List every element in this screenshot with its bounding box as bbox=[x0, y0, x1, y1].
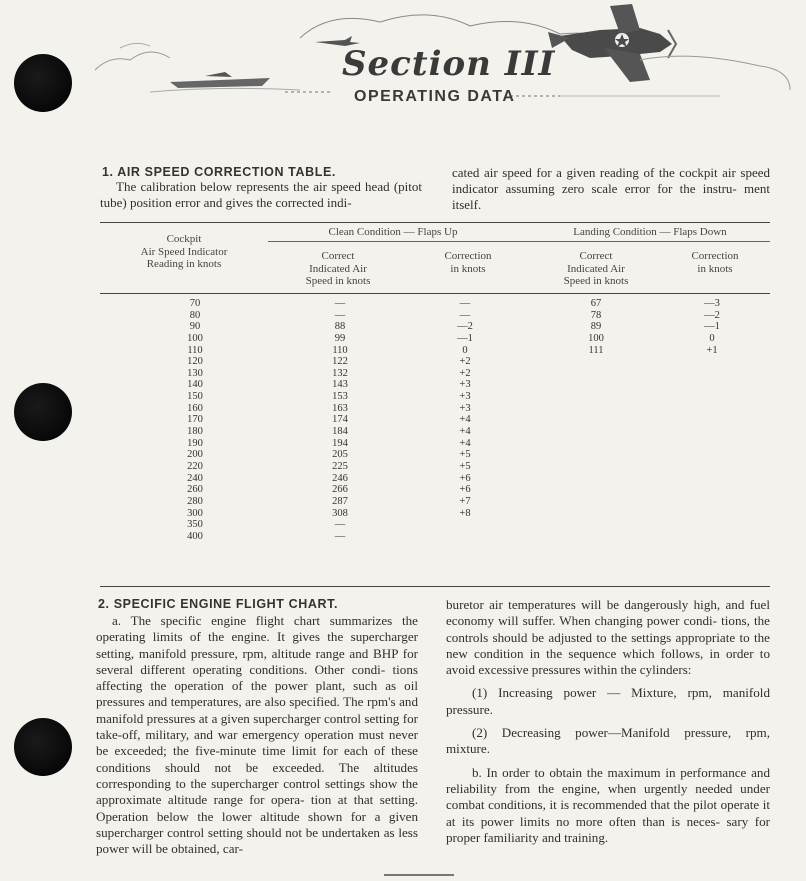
cockpit-reading-cell: 140 bbox=[187, 379, 203, 391]
clean-correct-cell: 246 bbox=[332, 472, 348, 484]
clean-correction-cell: +4 bbox=[459, 426, 471, 438]
landing-correction-cell: —1 bbox=[704, 321, 720, 333]
landing-correct-cell: 89 bbox=[590, 321, 602, 333]
cockpit-reading-cell: 80 bbox=[189, 309, 201, 321]
cockpit-reading-cell: 150 bbox=[187, 391, 203, 403]
cockpit-reading-cell: 120 bbox=[187, 356, 203, 368]
clean-correction-cell: +4 bbox=[459, 414, 471, 426]
clean-correction-cell: +3 bbox=[459, 379, 471, 391]
header-landing-correct: Correct Indicated Air Speed in knots bbox=[563, 250, 629, 287]
section2-right-column bbox=[446, 597, 770, 846]
section2-heading: 2. SPECIFIC ENGINE FLIGHT CHART. bbox=[98, 597, 339, 611]
landing-correction-cell: 0 bbox=[709, 332, 715, 344]
section2-para-a: a. The specific engine flight chart summarizes the operating limits of the engine. It gives the supercharger setting, manifold pressure, rpm, altitude range and BHP for several different operating conditions. Other condi- tions affecting the operation of the power plant, such as oil pressures and temperatures, are also specified. The rpm's and manifold pressures at a given supercharger control setting for take-off, military, and war emergency operation must never be exceeded; the five-minute time limit for each of these conditions should not be exceeded. The altitudes corresponding to the supercharger control settings show the approximate altitude range for opera- tion at that setting. Operation below the lower altitude shown for a given supercharger control setting should not be undertaken as less power will be obtained, car- bbox=[96, 613, 418, 857]
clean-correct-cell: — bbox=[334, 309, 346, 321]
group-clean-header: Clean Condition — Flaps Up bbox=[328, 226, 458, 238]
clean-correction-cell: +2 bbox=[459, 356, 471, 368]
cockpit-reading-cell: 350 bbox=[187, 519, 203, 531]
clean-correct-cell: 132 bbox=[332, 367, 348, 379]
cockpit-reading-cell: 240 bbox=[187, 472, 203, 484]
cockpit-reading-cell: 70 bbox=[189, 298, 201, 309]
clean-correction-cell: —2 bbox=[457, 321, 473, 333]
clean-correct-cell: 308 bbox=[332, 507, 348, 519]
clean-correct-cell: 88 bbox=[334, 321, 346, 333]
section2-para-continuation: buretor air temperatures will be dangerously high, and fuel economy will suffer. When changing power condi- tions, the controls should be adjusted to the settings appropriate to the new condition in the sequence which follows, in order to avoid excessive pressures within the cylinders: bbox=[446, 597, 770, 678]
landing-correct-cell: 67 bbox=[590, 298, 602, 309]
clean-correct-cell: 110 bbox=[332, 344, 348, 356]
header-cockpit: Cockpit Air Speed Indicator Reading in knots bbox=[140, 233, 228, 270]
clean-correction-cell: +3 bbox=[459, 391, 471, 403]
clean-correct-cell: 174 bbox=[332, 414, 348, 426]
cockpit-reading-cell: 160 bbox=[187, 402, 203, 414]
clean-correct-cell: 225 bbox=[332, 460, 348, 472]
landing-correction-cell: —2 bbox=[704, 309, 720, 321]
airspeed-correction-table bbox=[100, 222, 770, 588]
clean-correction-cell: +2 bbox=[459, 367, 471, 379]
cockpit-reading-cell: 190 bbox=[187, 437, 203, 449]
binder-hole-middle bbox=[14, 383, 72, 441]
cockpit-reading-cell: 280 bbox=[187, 495, 203, 507]
clean-correction-cell: +4 bbox=[459, 437, 471, 449]
section2-para-b: b. In order to obtain the maximum in performance and reliability from the engine, when urgently needed under combat conditions, it is recommended that the pilot operate it at its power limits no more often than is neces- sary for proper familiarity and training. bbox=[446, 764, 770, 845]
cockpit-reading-cell: 220 bbox=[187, 460, 203, 472]
landing-correct-cell: 111 bbox=[588, 344, 604, 356]
clean-correction-cell: +5 bbox=[459, 449, 471, 461]
cockpit-reading-cell: 130 bbox=[187, 367, 203, 379]
clean-correction-cell: +6 bbox=[459, 472, 471, 484]
clean-correction-cell bbox=[410, 531, 520, 543]
clean-correct-cell: 163 bbox=[332, 402, 348, 414]
cockpit-reading-cell: 400 bbox=[187, 530, 203, 542]
section1-intro-right: cated air speed for a given reading of the cockpit air speed indicator assuming zero scale error for the instru- ment itself. bbox=[452, 165, 770, 213]
column-cockpit-reading bbox=[140, 298, 250, 542]
cockpit-reading-cell: 100 bbox=[187, 332, 203, 344]
binder-hole-bottom bbox=[14, 718, 72, 776]
clean-correction-cell: —1 bbox=[457, 332, 473, 344]
clean-correction-cell: +5 bbox=[459, 460, 471, 472]
section1-heading: 1. AIR SPEED CORRECTION TABLE. bbox=[102, 165, 336, 179]
column-clean-correction bbox=[410, 298, 520, 542]
clean-correction-cell: — bbox=[459, 309, 471, 321]
clean-correct-cell: — bbox=[334, 519, 346, 531]
section1-intro-left: The calibration below represents the air speed head (pitot tube) position error and gives the corrected indi- bbox=[100, 179, 422, 211]
clean-correction-cell: +3 bbox=[459, 402, 471, 414]
footer-mark bbox=[384, 874, 454, 880]
cockpit-reading-cell: 180 bbox=[187, 426, 203, 438]
landing-correct-cell: 100 bbox=[588, 332, 604, 344]
column-clean-correct bbox=[280, 298, 400, 542]
clean-correction-cell: +6 bbox=[459, 484, 471, 496]
clean-correct-cell: 266 bbox=[332, 484, 348, 496]
cockpit-reading-cell: 170 bbox=[187, 414, 203, 426]
column-landing-correct bbox=[536, 298, 656, 356]
header-clean-correct: Correct Indicated Air Speed in knots bbox=[305, 250, 371, 287]
column-landing-correction bbox=[660, 298, 764, 356]
clean-correction-cell: +8 bbox=[459, 507, 471, 519]
cockpit-reading-cell: 300 bbox=[187, 507, 203, 519]
clean-correct-cell: 143 bbox=[332, 379, 348, 391]
clean-correct-cell: 153 bbox=[332, 391, 348, 403]
clean-correct-cell: 184 bbox=[332, 426, 348, 438]
clean-correct-cell: 205 bbox=[332, 449, 348, 461]
landing-correction-cell: —3 bbox=[704, 298, 720, 309]
cockpit-reading-cell: 200 bbox=[187, 449, 203, 461]
clean-correct-cell: 122 bbox=[332, 356, 348, 368]
cockpit-reading-cell: 260 bbox=[187, 484, 203, 496]
clean-correct-cell: 287 bbox=[332, 495, 348, 507]
header-landing-correction: Correction in knots bbox=[691, 250, 739, 275]
cockpit-reading-cell: 90 bbox=[189, 321, 201, 333]
group-landing-header: Landing Condition — Flaps Down bbox=[573, 226, 727, 238]
clean-correction-cell: 0 bbox=[462, 344, 468, 356]
section2-item-2: (2) Decreasing power—Manifold pressure, rpm, mixture. bbox=[446, 725, 770, 757]
clean-correct-cell: — bbox=[334, 298, 346, 309]
clean-correct-cell: 194 bbox=[332, 437, 348, 449]
landing-correction-cell: +1 bbox=[706, 344, 718, 356]
section-title: Section III bbox=[342, 44, 556, 84]
section-subtitle: OPERATING DATA bbox=[354, 88, 516, 105]
fighter-plane-icon bbox=[548, 4, 676, 82]
clean-correction-cell: — bbox=[459, 298, 471, 309]
clean-correction-cell: +7 bbox=[459, 495, 471, 507]
landing-correct-cell: 78 bbox=[590, 309, 602, 321]
section2-item-1: (1) Increasing power — Mixture, rpm, manifold pressure. bbox=[446, 685, 770, 717]
clean-correct-cell: — bbox=[334, 530, 346, 542]
clean-correction-cell bbox=[410, 519, 520, 531]
cockpit-reading-cell: 110 bbox=[187, 344, 203, 356]
clean-correct-cell: 99 bbox=[334, 332, 346, 344]
header-clean-correction: Correction in knots bbox=[444, 250, 492, 275]
